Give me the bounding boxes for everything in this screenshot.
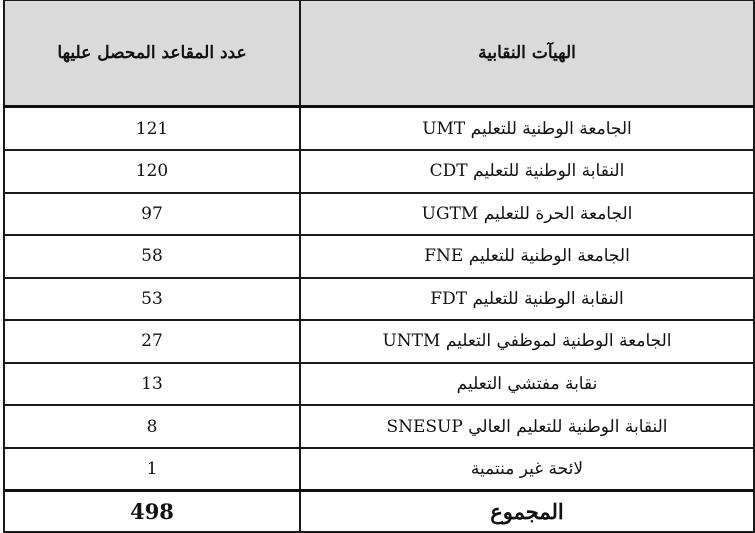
seats-cell: 121 (4, 107, 300, 150)
union-cell: الجامعة الوطنية للتعليم FNE (300, 235, 754, 278)
table-row (4, 405, 754, 448)
table-header-row (4, 0, 754, 107)
union-cell: النقابة الوطنية للتعليم CDT (300, 150, 754, 193)
header-seats: عدد المقاعد المحصل عليها (4, 0, 300, 107)
table-row (4, 320, 754, 363)
seats-cell: 120 (4, 150, 300, 193)
seats-cell: 97 (4, 193, 300, 236)
union-cell: الجامعة الوطنية لموظفي التعليم UNTM (300, 320, 754, 363)
union-cell: لائحة غير منتمية (300, 448, 754, 491)
table-total-row (4, 491, 754, 532)
table-row (4, 363, 754, 406)
seats-cell: 58 (4, 235, 300, 278)
table-row (4, 448, 754, 491)
total-seats: 498 (4, 491, 300, 532)
table-row (4, 150, 754, 193)
union-cell: الجامعة الحرة للتعليم UGTM (300, 193, 754, 236)
seats-cell: 1 (4, 448, 300, 491)
table-row (4, 278, 754, 321)
union-cell: الجامعة الوطنية للتعليم UMT (300, 107, 754, 150)
seats-cell: 13 (4, 363, 300, 406)
seats-cell: 53 (4, 278, 300, 321)
union-cell: النقابة الوطنية للتعليم العالي SNESUP (300, 405, 754, 448)
table-row (4, 107, 754, 150)
seats-cell: 8 (4, 405, 300, 448)
total-label: المجموع (300, 491, 754, 532)
union-cell: نقابة مفتشي التعليم (300, 363, 754, 406)
header-union: الهيآت النقابية (300, 0, 754, 107)
election-results-table (3, 0, 755, 533)
seats-cell: 27 (4, 320, 300, 363)
table-row (4, 193, 754, 236)
table-row (4, 235, 754, 278)
union-cell: النقابة الوطنية للتعليم FDT (300, 278, 754, 321)
